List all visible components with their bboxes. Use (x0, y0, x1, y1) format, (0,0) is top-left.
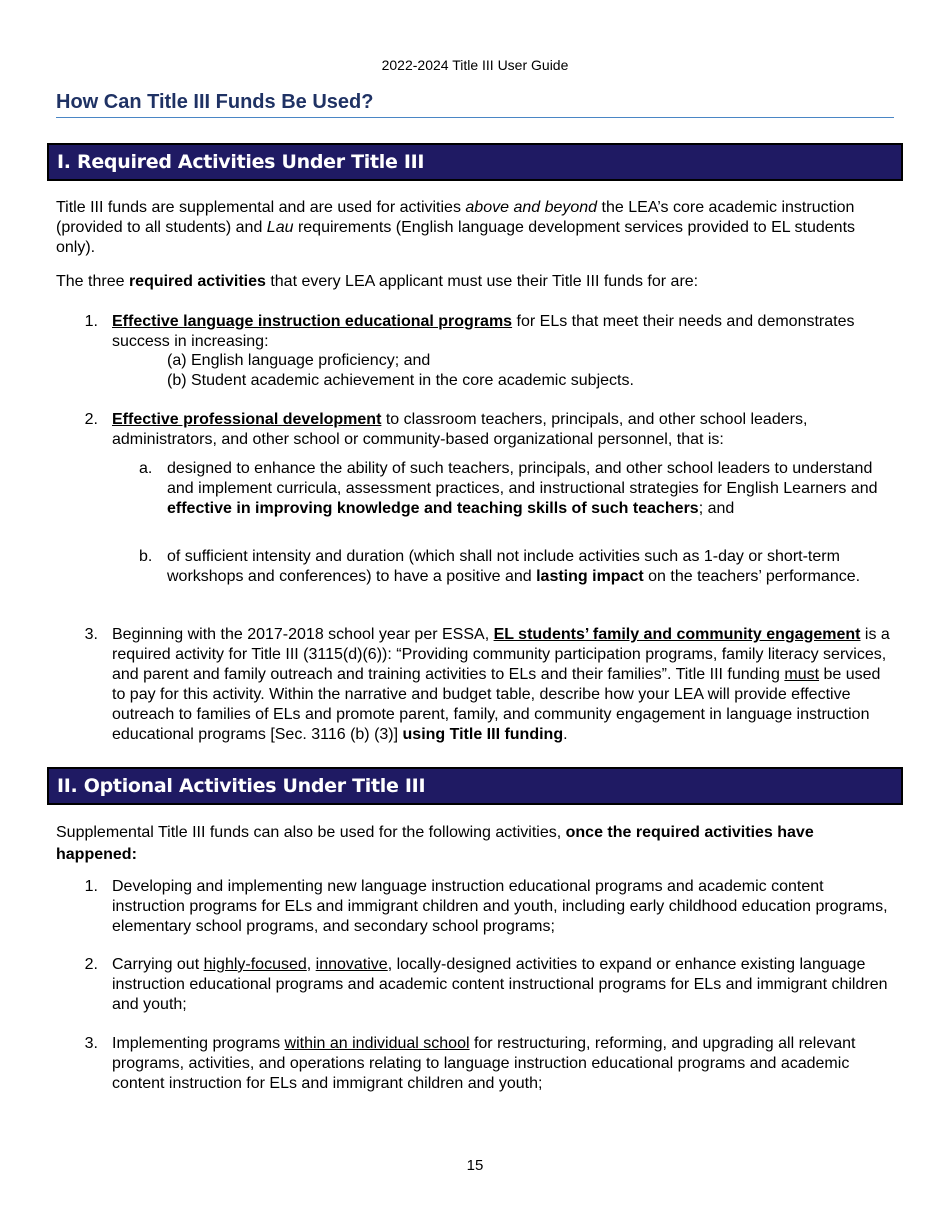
list-number: 3. (84, 1035, 98, 1052)
sub-item: (a) English language proficiency; and (167, 352, 431, 369)
list-item: Implementing programs within an individual school for restructuring, reforming, and upgrading all relevant programs, activities, and operations relating to language instruction educational programs and academic content instruction for ELs and immigrant children and youth; (112, 1035, 856, 1092)
intro-paragraph: Title III funds are supplemental and are used for activities above and beyond the LEA’s core academic instruction (provided to all students) and Lau requirements (English language development services provided to EL students only). (56, 199, 856, 256)
section-heading-optional (47, 767, 903, 805)
section-heading-required (47, 143, 903, 181)
list-item: Carrying out highly-focused, innovative, locally-designed activities to expand or enhance existing language instruction educational programs and academic content instructional programs for ELs and immigrant children and youth; (112, 956, 888, 1013)
page-title: How Can Title III Funds Be Used? (56, 91, 374, 113)
list-item: Effective professional development to classroom teachers, principals, and other school leaders, administrators, and other school or community-based organizational personnel, that is: (112, 411, 808, 448)
list-number: 3. (84, 626, 98, 643)
list-item: Effective language instruction educational programs for ELs that meet their needs and demonstrates success in increasing: (112, 313, 855, 350)
list-item: Beginning with the 2017-2018 school year per ESSA, EL students’ family and community engagement is a required activity for Title III (3115(d)(6)): “Providing community participation programs, family literacy services, and parent and family outreach and training activities to ELs and their families”. Title III funding must be used to pay for this activity. Within the narrative and budget table, describe how your LEA will provide effective outreach to families of ELs and promote parent, family, and community engagement in language instruction educational programs [Sec. 3116 (b) (3)] using Title III funding. (112, 626, 890, 743)
sub-item: (b) Student academic achievement in the core academic subjects. (167, 372, 634, 389)
sub-item: designed to enhance the ability of such teachers, principals, and other school leaders to understand and implement curricula, assessment practices, and instructional strategies for English Learners and effective in improving knowledge and teaching skills of such teachers; and (167, 460, 878, 517)
title-divider (56, 117, 894, 118)
list-number: 1. (84, 878, 98, 895)
list-item: Developing and implementing new language instruction educational programs and academic content instruction programs for ELs and immigrant children and youth, including early childhood education programs, elementary school programs, and secondary school programs; (112, 878, 888, 935)
list-number: 2. (84, 411, 98, 428)
section-heading-text: I. Required Activities Under Title III (57, 151, 425, 173)
sub-item-letter: a. (139, 460, 153, 477)
optional-intro: Supplemental Title III funds can also be used for the following activities, once the required activities have happened: (56, 824, 814, 863)
running-header: 2022-2024 Title III User Guide (381, 57, 569, 73)
section-heading-text: II. Optional Activities Under Title III (57, 775, 426, 797)
sub-item: of sufficient intensity and duration (which shall not include activities such as 1-day or short-term workshops and conferences) to have a positive and lasting impact on the teachers’ performance. (167, 548, 861, 585)
page-number: 15 (466, 1157, 484, 1174)
list-number: 1. (84, 313, 98, 330)
required-activities-lead: The three required activities that every LEA applicant must use their Title III funds for are: (56, 273, 699, 290)
sub-item-letter: b. (139, 548, 153, 565)
list-number: 2. (84, 956, 98, 973)
